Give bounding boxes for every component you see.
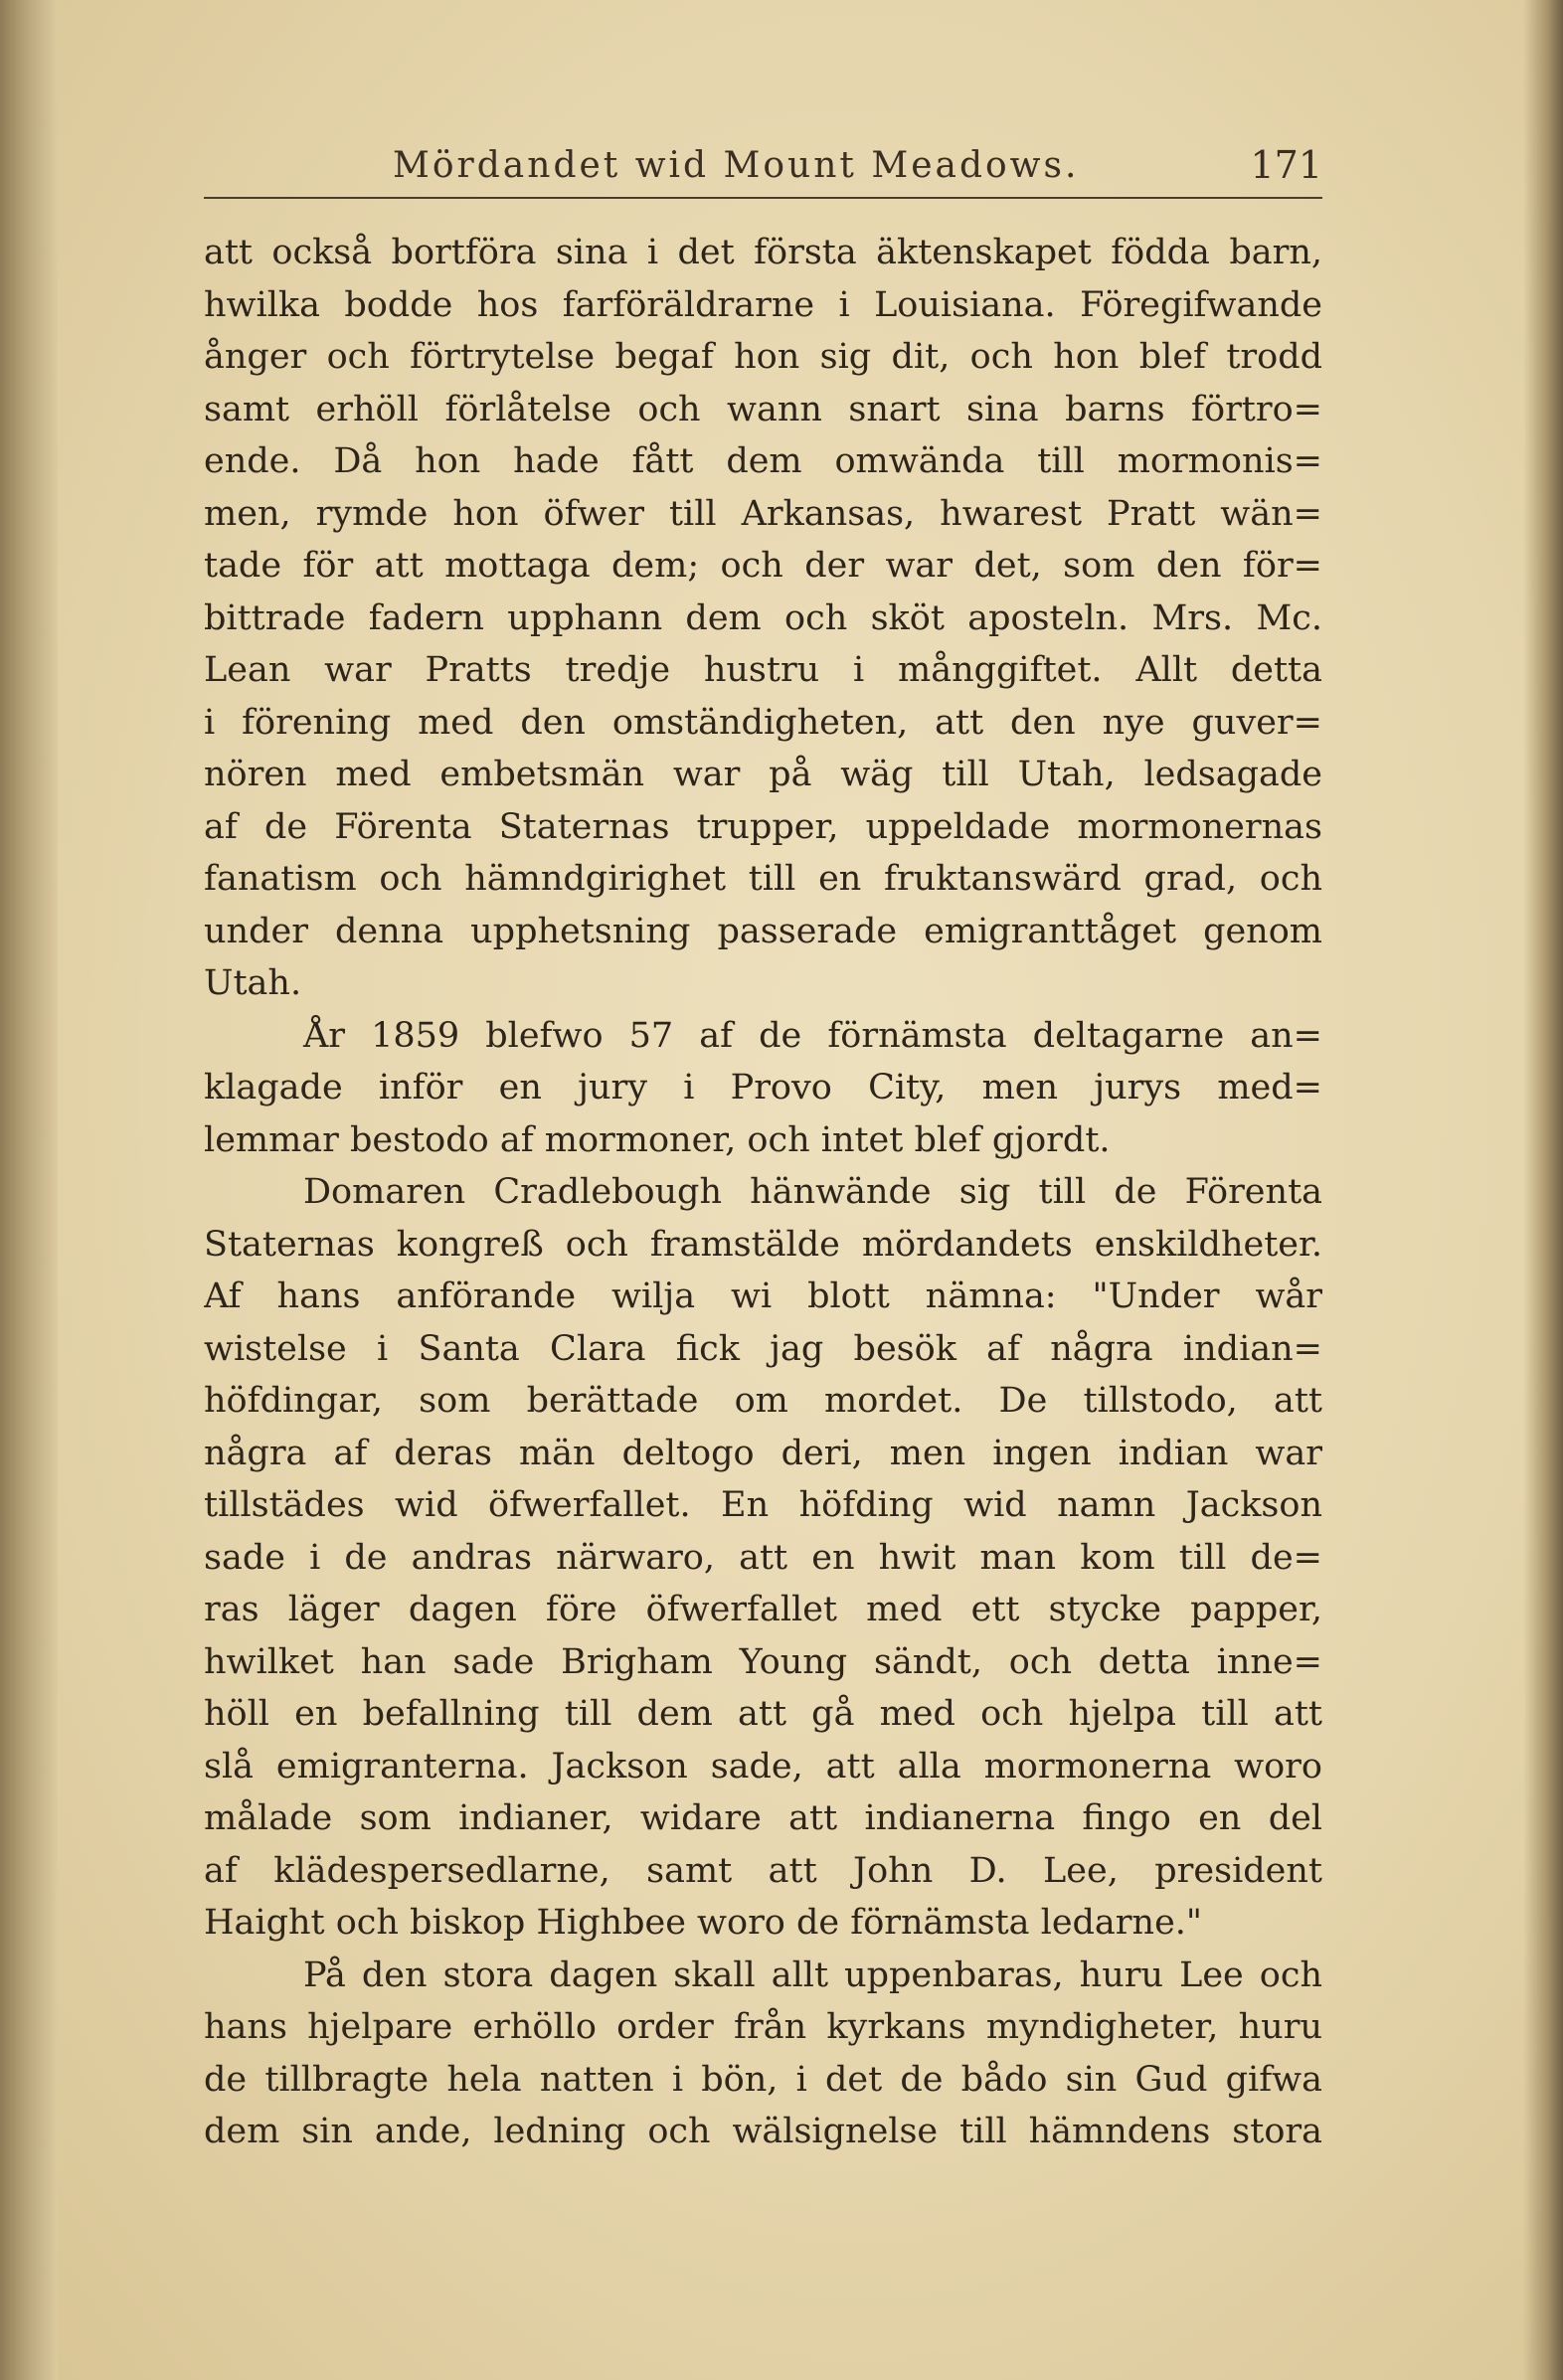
text-line: ras läger dagen före öfwerfallet med ett stycke papper, (204, 1590, 1322, 1629)
body-text (204, 227, 1322, 2158)
text-line: af klädespersedlarne, samt att John D. Lee, president (204, 1850, 1322, 1891)
text-line: de tillbragte hela natten i bön, i det de bådo sin Gud gifwa (204, 2059, 1322, 2100)
text-line: tade för att mottaga dem; och der war det, som den för= (204, 546, 1322, 586)
text-line: slå emigranterna. Jackson sade, att alla mormonerna woro (204, 1746, 1322, 1786)
text-line: nören med embetsmän war på wäg till Utah, ledsagade (204, 755, 1322, 794)
page-number: 171 (1250, 143, 1322, 187)
text-line: under denna upphetsning passerade emigranttåget genom (204, 911, 1322, 951)
running-title: Mördandet wid Mount Meadows. (393, 145, 1080, 186)
text-line: bittrade fadern upphann dem och sköt aposteln. Mrs. Mc. (204, 597, 1322, 638)
text-line: höll en befallning till dem att gå med och hjelpa till att (204, 1694, 1322, 1734)
text-line: ånger och förtrytelse begaf hon sig dit, och hon blef trodd (204, 337, 1322, 377)
text-line: dem sin ande, ledning och wälsignelse till hämndens stora (204, 2112, 1322, 2151)
text-line: På den stora dagen skall allt uppenbaras, huru Lee och (303, 1955, 1322, 1995)
text-line: tillstädes wid öfwerfallet. En höfding wid namn Jackson (204, 1485, 1322, 1525)
text-line: hwilket han sade Brigham Young sändt, och detta inne= (204, 1641, 1322, 1682)
text-line: några af deras män deltogo deri, men ingen indian war (204, 1433, 1322, 1473)
text-line: i förening med den omständigheten, att den nye guver= (204, 702, 1322, 743)
text-line: Staternas kongreß och framstälde mördandets enskildheter. (204, 1224, 1322, 1265)
text-line: Haight och biskop Highbee woro de förnämsta ledarne." (204, 1903, 1203, 1943)
text-line: fanatism och hämndgirighet till en fruktanswärd grad, och (204, 859, 1322, 899)
text-line: sade i de andras närwaro, att en hwit man kom till de= (204, 1537, 1322, 1578)
header-rule (204, 197, 1322, 199)
text-line: wistelse i Santa Clara fick jag besök af några indian= (204, 1328, 1322, 1369)
text-line: att också bortföra sina i det första äktenskapet födda barn, (204, 233, 1322, 272)
text-line: klagade inför en jury i Provo City, men jurys med= (204, 1068, 1322, 1107)
running-header (204, 139, 1322, 199)
text-line: Domaren Cradlebough hänwände sig till de Förenta (303, 1172, 1322, 1212)
text-line: höfdingar, som berättade om mordet. De tillstodo, att (204, 1381, 1322, 1421)
text-line: af de Förenta Staternas trupper, uppeldade mormonernas (204, 806, 1322, 847)
text-line: målade som indianer, widare att indianerna fingo en del (204, 1798, 1322, 1838)
page-gutter-shadow (0, 0, 58, 2380)
text-line: hans hjelpare erhöllo order från kyrkans myndigheter, huru (204, 2007, 1322, 2047)
text-line: Lean war Pratts tredje hustru i månggiftet. Allt detta (204, 650, 1322, 690)
text-line: År 1859 blefwo 57 af de förnämsta deltagarne an= (303, 1015, 1322, 1056)
text-line: Utah. (204, 963, 302, 1003)
text-line: Af hans anförande wilja wi blott nämna: "Under wår (204, 1276, 1322, 1316)
text-line: hwilka bodde hos farföräldrarne i Louisiana. Föregifwande (204, 284, 1322, 325)
page-edge-shadow (1523, 0, 1563, 2380)
text-line: men, rymde hon öfwer till Arkansas, hwarest Pratt wän= (204, 493, 1322, 534)
text-line: samt erhöll förlåtelse och wann snart sina barns förtro= (204, 389, 1322, 429)
text-line: ende. Då hon hade fått dem omwända till mormonis= (204, 441, 1322, 481)
text-line: lemmar bestodo af mormoner, och intet blef gjordt. (204, 1119, 1111, 1160)
